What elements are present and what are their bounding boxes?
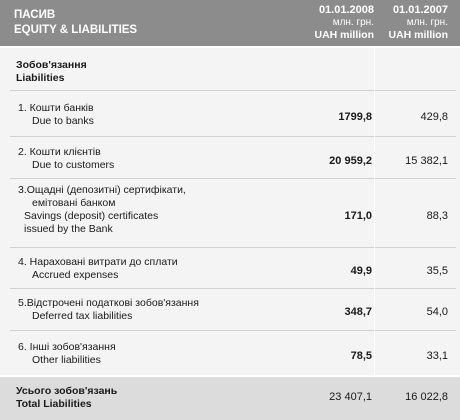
row-divider <box>10 136 456 137</box>
row-divider <box>10 90 456 91</box>
value-2008: 1799,8 <box>338 111 372 123</box>
row-label-en: Accrued expenses <box>32 269 119 281</box>
value-2007: 88,3 <box>426 210 448 222</box>
row-label-en: Savings (deposit) certificates <box>24 210 159 222</box>
column-unit-en: UAH million <box>388 29 448 41</box>
row-label-en: Due to banks <box>32 115 94 127</box>
row-label-en: Deferred tax liabilities <box>32 310 133 322</box>
row-label-en: Other liabilities <box>32 354 101 366</box>
value-2008: 78,5 <box>350 350 372 362</box>
row-label-ua: 6. Інші зобов'язання <box>18 341 116 353</box>
row-label-ua: 5.Відстрочені податкові зобов'язання <box>18 297 199 309</box>
value-2007: 15 382,1 <box>405 155 448 167</box>
value-2007: 33,1 <box>426 350 448 362</box>
table-header <box>0 0 460 46</box>
row-label-ua: 3.Ощадні (депозитні) сертифікати, <box>18 184 186 196</box>
column-unit-ua: млн. грн. <box>332 16 374 28</box>
value-2007: 429,8 <box>420 111 448 123</box>
row-divider <box>10 247 456 248</box>
value-2008: 348,7 <box>344 306 372 318</box>
column-separator <box>374 48 375 420</box>
row-label <box>18 102 94 128</box>
column-unit-en: UAH million <box>314 29 374 41</box>
value-2007: 35,5 <box>426 265 448 277</box>
row-label <box>18 184 186 236</box>
row-divider <box>10 288 456 289</box>
total-row <box>0 377 460 420</box>
column-date: 01.01.2008 <box>318 4 374 16</box>
total-label-ua: Усього зобов'язань <box>16 385 118 397</box>
header-title-en: EQUITY & LIABILITIES <box>14 24 138 36</box>
row-label <box>18 341 116 367</box>
column-unit-ua: млн. грн. <box>406 16 448 28</box>
section-title <box>16 59 87 85</box>
row-label-ua: 1. Кошти банків <box>18 102 94 114</box>
table-body <box>0 48 460 375</box>
row-label-ua-cont: емітовані банком <box>32 197 116 209</box>
total-label-en: Total Liabilities <box>16 398 92 410</box>
total-label <box>16 385 117 411</box>
column-header-2008 <box>315 4 375 42</box>
row-divider <box>10 178 456 179</box>
row-divider <box>10 330 456 331</box>
row-label-en: Due to customers <box>32 159 115 171</box>
column-date: 01.01.2007 <box>392 4 448 16</box>
row-label <box>18 256 178 282</box>
section-title-ua: Зобов'язання <box>16 59 87 71</box>
total-value-2007: 16 022,8 <box>405 391 448 403</box>
value-2007: 54,0 <box>426 306 448 318</box>
row-label <box>18 297 199 323</box>
value-2008: 171,0 <box>344 210 372 222</box>
header-title <box>14 8 137 38</box>
column-header-2007 <box>389 4 449 42</box>
total-value-2008: 23 407,1 <box>329 391 372 403</box>
value-2008: 49,9 <box>350 265 372 277</box>
row-label-ua: 4. Нараховані витрати до сплати <box>18 256 178 268</box>
row-label <box>18 146 114 172</box>
row-label-en-cont: issued by the Bank <box>24 223 113 235</box>
row-label-ua: 2. Кошти клієнтів <box>18 146 101 158</box>
value-2008: 20 959,2 <box>329 155 372 167</box>
header-title-ua: ПАСИВ <box>14 9 56 21</box>
section-title-en: Liabilities <box>16 72 65 84</box>
